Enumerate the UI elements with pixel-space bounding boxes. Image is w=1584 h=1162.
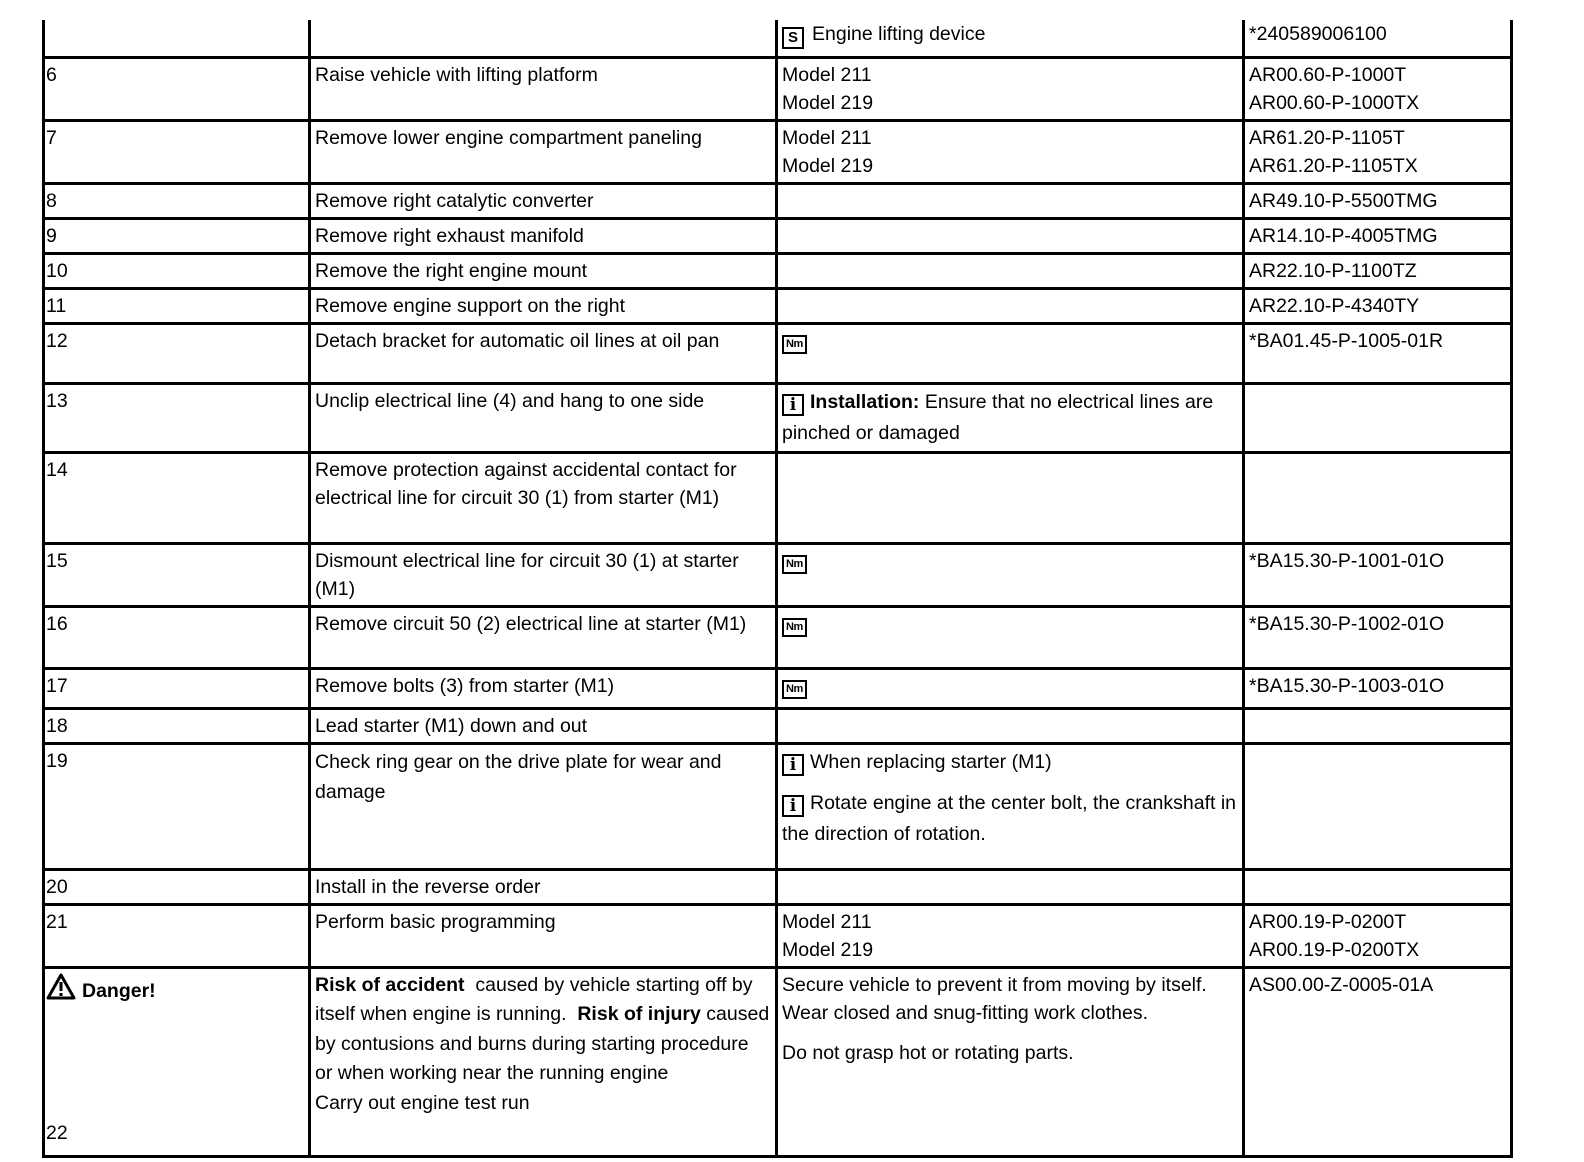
danger-label: Danger! xyxy=(82,979,156,1002)
step-description-cell: Detach bracket for automatic oil lines at oil pan xyxy=(310,323,777,383)
table-row xyxy=(44,668,1512,708)
procedure-table xyxy=(42,20,1513,1158)
step-number-cell xyxy=(44,967,310,1156)
model-label: Model 219 xyxy=(782,938,874,961)
reference-cell: AR49.10-P-5500TMG xyxy=(1244,183,1512,218)
note-text: When replacing starter (M1) xyxy=(810,750,1052,773)
step-number-cell: 7 xyxy=(44,120,310,183)
torque-icon: Nm xyxy=(782,335,807,354)
step-number-cell: 13 xyxy=(44,383,310,452)
reference-cell: AS00.00-Z-0005-01A xyxy=(1244,967,1512,1156)
reference-link: AR00.19-P-0200TX xyxy=(1249,938,1420,961)
risk-accident-text: caused by vehicle starting off by itself when engine is running. xyxy=(315,973,753,1025)
note-cell xyxy=(777,120,1244,183)
step-number-cell: 12 xyxy=(44,323,310,383)
tool-label: Engine lifting device xyxy=(812,23,986,45)
note-cell xyxy=(777,218,1244,253)
table-row xyxy=(44,253,1512,288)
step-description-cell: Remove right catalytic converter xyxy=(310,183,777,218)
note-cell xyxy=(777,183,1244,218)
step-description-cell: Raise vehicle with lifting platform xyxy=(310,57,777,120)
installation-label: Installation: xyxy=(810,390,920,413)
step-description-cell: Install in the reverse order xyxy=(310,869,777,904)
table-row xyxy=(44,452,1512,543)
risk-accident-label: Risk of accident xyxy=(315,973,465,996)
reference-link: AR00.60-P-1000T xyxy=(1249,63,1407,86)
special-tool-icon: S xyxy=(782,27,804,49)
reference-cell xyxy=(1244,57,1512,120)
torque-icon: Nm xyxy=(782,555,807,574)
step-description-cell xyxy=(310,20,777,57)
safety-measure: Secure vehicle to prevent it from moving by itself. xyxy=(782,973,1207,996)
model-label: Model 211 xyxy=(782,63,872,86)
step-number-cell: 8 xyxy=(44,183,310,218)
step-number-cell: 14 xyxy=(44,452,310,543)
table-row xyxy=(44,288,1512,323)
reference-cell: *BA01.45-P-1005-01R xyxy=(1244,323,1512,383)
note-cell xyxy=(777,967,1244,1156)
step-number-cell: 11 xyxy=(44,288,310,323)
step-description-cell: Remove lower engine compartment paneling xyxy=(310,120,777,183)
note-text: Ensure that no electrical lines are pinched or damaged xyxy=(782,390,1214,444)
reference-cell xyxy=(1244,904,1512,967)
reference-cell xyxy=(1244,452,1512,543)
reference-cell: *BA15.30-P-1001-01O xyxy=(1244,543,1512,606)
reference-cell xyxy=(1244,120,1512,183)
step-number-cell: 6 xyxy=(44,57,310,120)
step-number-cell: 15 xyxy=(44,543,310,606)
info-icon: i xyxy=(782,394,804,416)
step-number-cell: 17 xyxy=(44,668,310,708)
reference-cell xyxy=(1244,743,1512,869)
safety-measure: Do not grasp hot or rotating parts. xyxy=(782,1041,1074,1064)
step-number-cell: 20 xyxy=(44,869,310,904)
step-description-cell: Remove circuit 50 (2) electrical line at starter (M1) xyxy=(310,606,777,668)
step-description: Carry out engine test run xyxy=(315,1091,530,1114)
torque-icon: Nm xyxy=(782,618,807,637)
step-description-cell: Remove engine support on the right xyxy=(310,288,777,323)
reference-cell: *BA15.30-P-1003-01O xyxy=(1244,668,1512,708)
step-description-cell: Remove the right engine mount xyxy=(310,253,777,288)
note-cell xyxy=(777,543,1244,606)
model-label: Model 219 xyxy=(782,154,874,177)
step-number-cell: 9 xyxy=(44,218,310,253)
note-cell xyxy=(777,606,1244,668)
step-description-cell: Unclip electrical line (4) and hang to one side xyxy=(310,383,777,452)
risk-injury-text: caused by contusions and burns during starting procedure or when working near the running engine xyxy=(315,1003,770,1084)
step-description-cell: Dismount electrical line for circuit 30 (1) at starter (M1) xyxy=(310,543,777,606)
step-description-cell: Remove bolts (3) from starter (M1) xyxy=(310,668,777,708)
table-row xyxy=(44,543,1512,606)
reference-cell: *240589006100 xyxy=(1244,20,1512,57)
reference-cell: AR14.10-P-4005TMG xyxy=(1244,218,1512,253)
note-cell xyxy=(777,253,1244,288)
model-label: Model 211 xyxy=(782,126,872,149)
warning-icon xyxy=(46,973,76,1000)
table-row xyxy=(44,383,1512,452)
risk-injury-label: Risk of injury xyxy=(577,1003,701,1025)
reference-cell xyxy=(1244,869,1512,904)
note-cell xyxy=(777,668,1244,708)
reference-link: AR00.19-P-0200T xyxy=(1249,910,1407,933)
step-description-cell: Remove right exhaust manifold xyxy=(310,218,777,253)
table-row xyxy=(44,323,1512,383)
note-cell xyxy=(777,323,1244,383)
table-row xyxy=(44,183,1512,218)
step-description-cell: Remove protection against accidental contact for electrical line for circuit 30 (1) from starter (M1) xyxy=(310,452,777,543)
table-row xyxy=(44,218,1512,253)
torque-icon: Nm xyxy=(782,680,807,699)
note-cell xyxy=(777,743,1244,869)
reference-link: AR00.60-P-1000TX xyxy=(1249,91,1420,114)
table-row xyxy=(44,606,1512,668)
table-row xyxy=(44,57,1512,120)
note-cell xyxy=(777,383,1244,452)
reference-cell: AR22.10-P-4340TY xyxy=(1244,288,1512,323)
reference-cell xyxy=(1244,708,1512,743)
reference-cell: AR22.10-P-1100TZ xyxy=(1244,253,1512,288)
note-cell xyxy=(777,288,1244,323)
model-label: Model 219 xyxy=(782,91,874,114)
step-description-cell xyxy=(310,967,777,1156)
reference-link: AR61.20-P-1105TX xyxy=(1249,154,1418,177)
reference-cell xyxy=(1244,383,1512,452)
note-cell xyxy=(777,904,1244,967)
table-row xyxy=(44,708,1512,743)
step-description-cell: Check ring gear on the drive plate for wear and damage xyxy=(310,743,777,869)
note-cell xyxy=(777,57,1244,120)
step-description-cell: Lead starter (M1) down and out xyxy=(310,708,777,743)
reference-link: AR61.20-P-1105T xyxy=(1249,126,1405,149)
info-icon: i xyxy=(782,795,804,817)
table-row xyxy=(44,743,1512,869)
note-text: Rotate engine at the center bolt, the crankshaft in the direction of rotation. xyxy=(782,791,1237,845)
step-number-cell: 19 xyxy=(44,743,310,869)
reference-cell: *BA15.30-P-1002-01O xyxy=(1244,606,1512,668)
note-cell xyxy=(777,708,1244,743)
step-number-cell: 18 xyxy=(44,708,310,743)
info-icon: i xyxy=(782,754,804,776)
table-row xyxy=(44,120,1512,183)
step-number: 22 xyxy=(46,1121,68,1144)
note-cell xyxy=(777,452,1244,543)
model-label: Model 211 xyxy=(782,910,872,933)
safety-measure: Wear closed and snug-fitting work clothes. xyxy=(782,1001,1148,1024)
step-number-cell: 21 xyxy=(44,904,310,967)
table-row xyxy=(44,904,1512,967)
note-cell xyxy=(777,20,1244,57)
step-number-cell: 16 xyxy=(44,606,310,668)
step-number-cell: 10 xyxy=(44,253,310,288)
step-number-cell xyxy=(44,20,310,57)
table-row xyxy=(44,20,1512,57)
table-row xyxy=(44,967,1512,1156)
note-cell xyxy=(777,869,1244,904)
step-description-cell: Perform basic programming xyxy=(310,904,777,967)
table-row xyxy=(44,869,1512,904)
